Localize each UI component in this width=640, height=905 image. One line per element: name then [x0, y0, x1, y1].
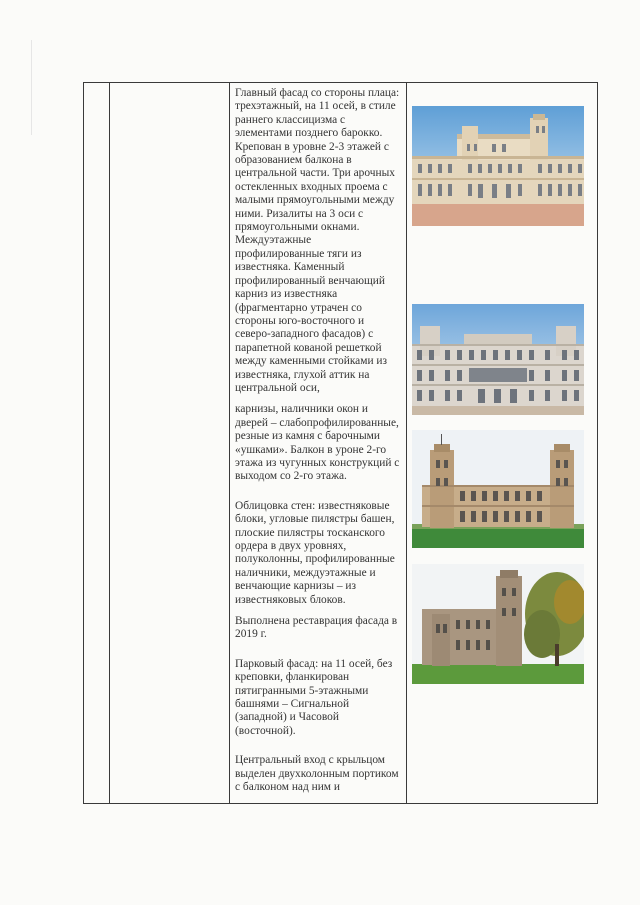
park-facade-photo-1 [412, 430, 584, 548]
paragraph-cornices: карнизы, наличники окон и дверей – слабопрофилированные, резные из камня с барочными «ушками». Балкон в уроне 2-го этажа из чугунных конструкций с выходом со 2-го этажа. [235, 403, 400, 483]
main-facade-photo-2 [412, 304, 584, 415]
table-column-divider-2 [229, 82, 230, 804]
paragraph-restoration: Выполнена реставрация фасада в 2019 г. [235, 615, 398, 641]
description-table [83, 82, 598, 804]
description-text-column [235, 87, 400, 795]
main-facade-photo-1 [412, 106, 584, 226]
table-border-bottom [83, 803, 598, 804]
paragraph-park-facade: Парковый фасад: на 11 осей, без креповки, фланкирован пятигранными 5-этажными башнями – Сигнальной (западной) и Часовой (восточной). [235, 657, 393, 737]
table-border-top [83, 82, 598, 83]
table-border-right [597, 82, 598, 804]
scan-margin-mark [31, 40, 32, 135]
paragraph-cladding: Облицовка стен: известняковые блоки, угловые пилястры башен, плоские пилястры тосканского ордера в двух уровнях, полуколонны, профилированные наличники, междуэтажные и венчающие карнизы – из известняковых блоков. [235, 499, 395, 606]
park-facade-photo-2 [412, 564, 584, 684]
table-border-left [83, 82, 84, 804]
paragraph-main-facade: Главный фасад со стороны плаца: трехэтажный, на 11 осей, в стиле раннего классицизма с элементами позднего барокко. Крепован в уровне 2-3 этажей с образованием балкона в центральной части. Три арочных остекленных входных проема с малыми прямоугольными между ними. Ризалиты на 3 оси с прямоугольными окнами. Междуэтажные профилированные тяги из известняка. Каменный профилированный венчающий карниз из известняка (фрагментарно утрачен со стороны юго-восточного и северо-западного фасадов) с парапетной кованой решеткой между каменными стойками из известняка, глухой аттик на центральной оси, [235, 87, 400, 394]
table-column-divider-1 [109, 82, 110, 804]
table-column-divider-3 [406, 82, 407, 804]
paragraph-central-entrance: Центральный вход с крыльцом выделен двухколонным портиком с балконом над ним и [235, 754, 399, 794]
